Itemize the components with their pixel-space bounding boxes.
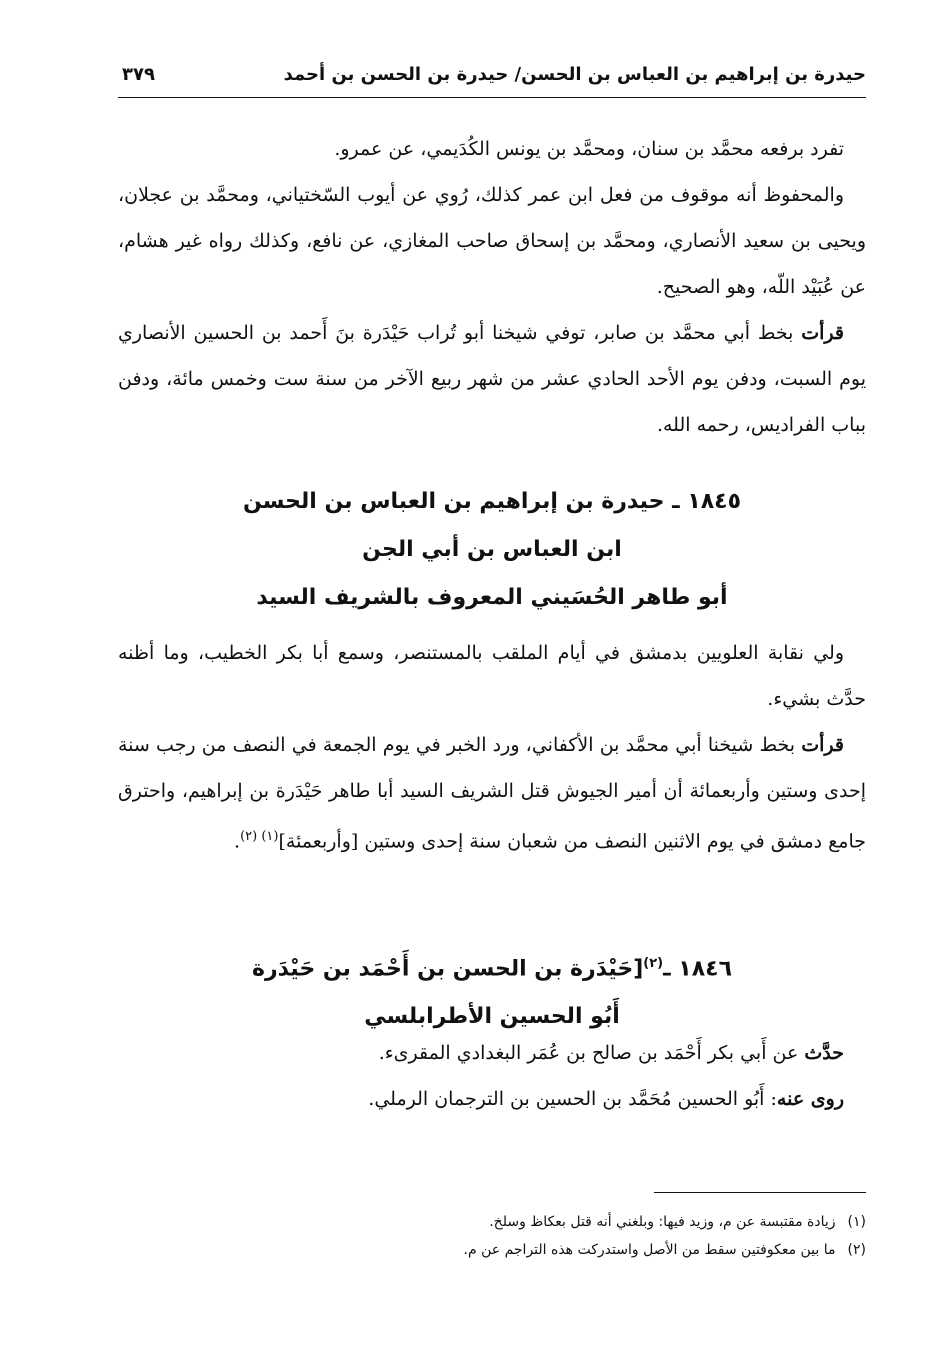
paragraph-text: عن أَبي بكر أَحْمَد بن صالح بن عُمَر البغدادي المقرىء. xyxy=(378,1042,805,1064)
paragraph: والمحفوظ أنه موقوف من فعل ابن عمر كذلك، رُوي عن أيوب السّختياني، ومحمَّد بن عجلان، ويحيى بن سعيد الأنصاري، ومحمَّد بن إسحاق صاحب المغازي، عن نافع، وكذلك رواه غير هشام، عن عُبَيْد اللّه، وهو الصحيح. xyxy=(118,184,866,298)
paragraph-end: . xyxy=(234,830,241,853)
paragraph-lead-word: حدَّث xyxy=(804,1042,844,1064)
footnote xyxy=(118,1208,866,1236)
paragraph: تفرد برفعه محمَّد بن سنان، ومحمَّد بن يونس الكُدَيمي، عن عمرو. xyxy=(334,138,844,160)
entry-1846-body xyxy=(118,1030,866,1122)
footnote-reference: (٢) xyxy=(643,956,664,971)
entry-heading-line xyxy=(118,940,866,993)
paragraph-lead-word: قرأت xyxy=(801,322,844,344)
footnote-number: (١) xyxy=(847,1214,866,1230)
entry-1845-body xyxy=(118,630,866,864)
paragraph: ولي نقابة العلويين بدمشق في أيام الملقب بالمستنصر، وسمع أبا بكر الخطيب، وما أظنه حدَّث بشيء. xyxy=(118,642,866,710)
entry-heading-line: ابن العباس بن أبي الجن xyxy=(362,537,622,562)
entry-name: [حَيْدَرة بن الحسن بن أَحْمَد بن حَيْدَرة xyxy=(251,956,644,982)
footnote-text: ما بين معكوفتين سقط من الأصل واستدركت هذه التراجم عن م. xyxy=(463,1242,836,1258)
footnotes xyxy=(118,1208,866,1264)
footnote-reference: (١) (٢) xyxy=(240,829,279,844)
paragraph xyxy=(118,1076,866,1122)
footnote-number: (٢) xyxy=(847,1242,866,1258)
header-divider xyxy=(118,97,866,98)
running-title: حيدرة بن إبراهيم بن العباس بن الحسن/ حيدرة بن الحسن بن أحمد xyxy=(283,64,866,85)
entry-number: ١٨٤٦ ـ xyxy=(663,956,733,982)
footnote-text: زيادة مقتبسة عن م، وزيد فيها: وبلغني أنه قتل بعكاظ وسلخ. xyxy=(489,1214,836,1230)
paragraph-lead-word: روى عنه xyxy=(776,1088,844,1110)
paragraph-text: بخط شيخنا أبي محمَّد بن الأكفاني، ورد الخبر في يوم الجمعة في النصف من رجب سنة إحدى وستين وأربعمائة أن أمير الجيوش قتل الشريف السيد أبا طاهر حَيْدَرة بن إبراهيم، واحترق جامع دمشق في يوم الاثنين النصف من شعبان سنة إحدى وستين [وأربعمئة] xyxy=(118,734,866,853)
paragraph-text: بخط أبي محمَّد بن صابر، توفي شيخنا أبو تُراب حَيْدَرة بنَ أَحمد بن الحسين الأنصاري يوم السبت، ودفن يوم الأحد الحادي عشر من شهر ربيع الآخر من سنة ست وخمس مائة، ودفن بباب الفراديس، رحمه الله. xyxy=(118,322,866,436)
entry-heading-line: أبو طاهر الحُسَيني المعروف بالشريف السيد xyxy=(256,585,728,610)
paragraph xyxy=(118,310,866,448)
entry-heading-1846 xyxy=(118,940,866,1041)
page-number: ٣٧٩ xyxy=(122,64,155,85)
footnote xyxy=(118,1236,866,1264)
paragraph-lead-word: قرأت xyxy=(801,734,844,756)
paragraph xyxy=(118,722,866,864)
page-header xyxy=(118,64,866,94)
entry-heading-line: ١٨٤٥ ـ حيدرة بن إبراهيم بن العباس بن الحسن xyxy=(242,489,742,514)
footnote-divider xyxy=(654,1192,866,1193)
paragraph xyxy=(118,1030,866,1076)
paragraph-text: : أَبُو الحسين مُحَمَّد بن الحسين بن الترجمان الرملي. xyxy=(368,1088,777,1110)
book-page xyxy=(118,0,866,1347)
entry-heading-1845 xyxy=(118,478,866,622)
entry-heading-line: أَبُو الحسين الأطرابلسي xyxy=(364,1004,620,1030)
previous-entry-continuation xyxy=(118,126,866,448)
